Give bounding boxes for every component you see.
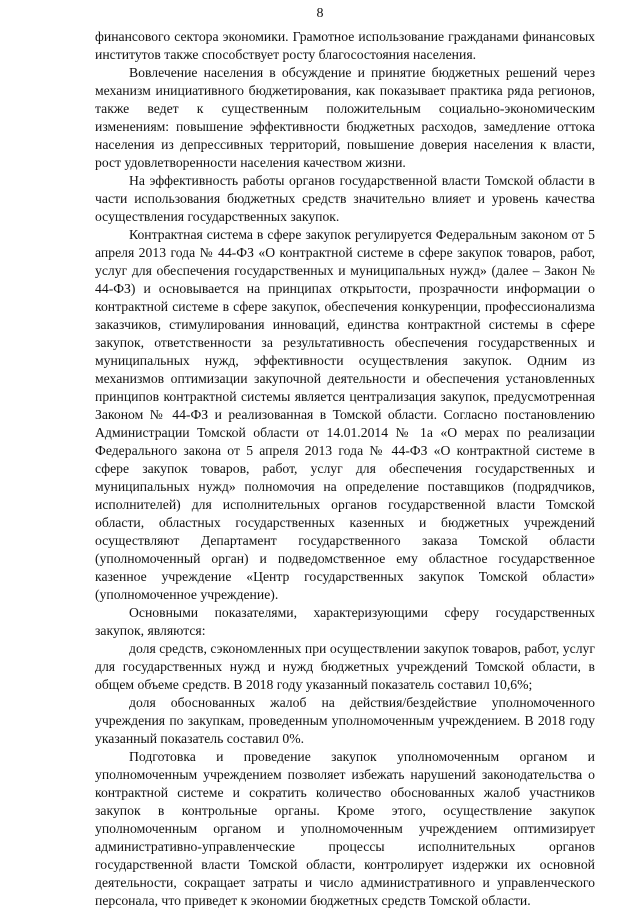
page-number: 8 (316, 6, 324, 21)
paragraph-continuation: финансового сектора экономики. Грамотное использование гражданами финансовых институтов также способствует росту благосостояния населения. (95, 29, 595, 62)
document-body (95, 28, 595, 910)
paragraph-preparation: Подготовка и проведение закупок уполномоченным органом и уполномоченным учреждением позволяет избежать нарушений законодательства о контрактной системе и сократить количество обоснованных жалоб участников закупок в контрольные органы. Кроме этого, осуществление закупок уполномоченным органом и уполномоченным учреждением оптимизирует административно-управленческие процессы исполнительных органов государственной власти Томской области, контролирует издержки их основной деятельности, сокращает затраты и число административного и управленческого персонала, что приведет к экономии бюджетных средств Томской области. (95, 749, 595, 908)
list-item-savings-share: доля средств, сэкономленных при осуществлении закупок товаров, работ, услуг для государственных нужд и нужд бюджетных учреждений Томской области, в общем объеме средств. В 2018 году указанный показатель составил 10,6%; (95, 641, 595, 692)
list-item-complaints-share: доля обоснованных жалоб на действия/бездействие уполномоченного учреждения по закупкам, проведенным уполномоченным учреждением. В 2018 году указанный показатель составил 0%. (95, 695, 595, 746)
paragraph-indicators-intro: Основными показателями, характеризующими сферу государственных закупок, являются: (95, 605, 595, 638)
paragraph-procurement-efficiency: На эффективность работы органов государственной власти Томской области в части использования бюджетных средств значительно влияет и уровень качества осуществления государственных закупок. (95, 173, 595, 224)
paragraph-contract-system: Контрактная система в сфере закупок регулируется Федеральным законом от 5 апреля 2013 года № 44-ФЗ «О контрактной системе в сфере закупок товаров, работ, услуг для обеспечения государственных и муниципальных нужд» (далее – Закон № 44-ФЗ) и основывается на принципах открытости, прозрачности информации о контрактной системе в сфере закупок, обеспечения конкуренции, профессионализма заказчиков, стимулирования инноваций, единства контрактной системы в сфере закупок, ответственности за результативность обеспечения государственных и муниципальных нужд, эффективности осуществления закупок. Одним из механизмов оптимизации закупочной деятельности и обеспечения установленных принципов контрактной системы является централизация закупок, предусмотренная Законом № 44-ФЗ и реализованная в Томской области. Согласно постановлению Администрации Томской области от 14.01.2014 № 1а «О мерах по реализации Федерального закона от 5 апреля 2013 года № 44-ФЗ «О контрактной системе в сфере закупок товаров, работ, услуг для обеспечения государственных и муниципальных нужд» полномочия на определение поставщиков (подрядчиков, исполнителей) для исполнительных органов государственной власти Томской области, областных государственных казенных и бюджетных учреждений осуществляют Департамент государственного заказа Томской области (уполномоченный орган) и подведомственное ему областное государственное казенное учреждение «Центр государственных закупок Томской области» (уполномоченное учреждение). (95, 227, 595, 602)
paragraph-initiative-budgeting: Вовлечение населения в обсуждение и принятие бюджетных решений через механизм инициативного бюджетирования, как показывает практика ряда регионов, также ведет к существенным положительным социально-экономическим изменениям: повышение эффективности бюджетных расходов, замедление оттока населения из депрессивных территорий, повышение доверия населения к власти, рост удовлетворенности населения качеством жизни. (95, 65, 595, 170)
